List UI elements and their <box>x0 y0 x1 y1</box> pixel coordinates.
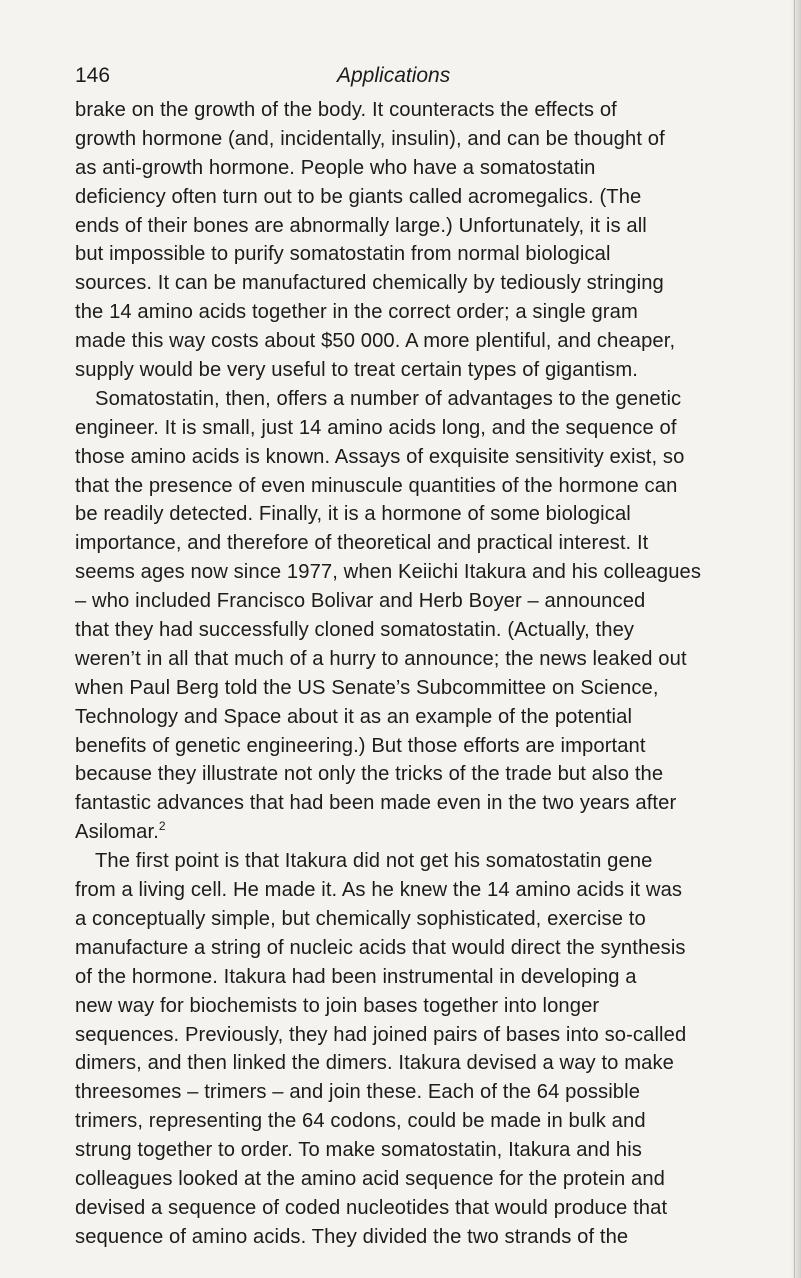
text-line: growth hormone (and, incidentally, insulin), and can be thought of <box>75 127 665 150</box>
text-line: engineer. It is small, just 14 amino acids long, and the sequence of <box>75 416 677 439</box>
footnote-ref[interactable]: 2 <box>158 819 166 834</box>
page-edge-shadow <box>791 0 801 1278</box>
text-line: that they had successfully cloned somatostatin. (Actually, they <box>75 619 635 642</box>
text-fragment: Asilomar. <box>75 821 159 844</box>
text-line: of the hormone. Itakura had been instrumental in developing a <box>75 965 637 988</box>
text-line: when Paul Berg told the US Senate’s Subcommittee on Science, <box>75 676 659 699</box>
text-line: dimers, and then linked the dimers. Itakura devised a way to make <box>75 1052 674 1075</box>
text-line: made this way costs about $50 000. A more plentiful, and cheaper, <box>75 330 676 353</box>
text-line: – who included Francisco Bolivar and Herb Boyer – announced <box>75 590 646 613</box>
text-line: ends of their bones are abnormally large.) Unfortunately, it is all <box>75 214 647 237</box>
text-line: seems ages now since 1977, when Keiichi Itakura and his colleagues <box>75 561 702 584</box>
text-line: threesomes – trimers – and join these. Each of the 64 possible <box>75 1081 641 1104</box>
paragraph-first-line: Somatostatin, then, offers a number of advantages to the genetic <box>95 387 682 410</box>
text-line: fantastic advances that had been made even in the two years after <box>75 792 677 815</box>
text-line: benefits of genetic engineering.) But those efforts are important <box>75 734 646 757</box>
paragraph-first-line: The first point is that Itakura did not get his somatostatin gene <box>95 850 653 873</box>
text-line: supply would be very useful to treat certain types of gigantism. <box>75 359 638 382</box>
text-line: brake on the growth of the body. It counteracts the effects of <box>75 99 617 121</box>
text-line: be readily detected. Finally, it is a hormone of some biological <box>75 503 631 526</box>
text-line: colleagues looked at the amino acid sequence for the protein and <box>75 1167 665 1190</box>
text-line: as anti-growth hormone. People who have a somatostatin <box>75 156 596 179</box>
text-line: weren’t in all that much of a hurry to announce; the news leaked out <box>75 647 687 670</box>
text-line: new way for biochemists to join bases together into longer <box>75 994 600 1017</box>
text-line: devised a sequence of coded nucleotides that would produce that <box>75 1196 668 1219</box>
text-line: manufacture a string of nucleic acids that would direct the synthesis <box>75 936 686 959</box>
running-head: Applications <box>337 64 451 87</box>
text-line: importance, and therefore of theoretical and practical interest. It <box>75 532 649 555</box>
text-line: sequence of amino acids. They divided the two strands of the <box>75 1225 629 1248</box>
text-line: but impossible to purify somatostatin from normal biological <box>75 243 611 266</box>
page-edge-line <box>794 0 795 1278</box>
text-line: that the presence of even minuscule quantities of the hormone can <box>75 474 678 497</box>
text-line: the 14 amino acids together in the correct order; a single gram <box>75 301 638 324</box>
text-line: Technology and Space about it as an example of the potential <box>75 705 633 728</box>
page-header <box>75 64 725 94</box>
body-text <box>75 96 735 1252</box>
text-line: deficiency often turn out to be giants called acromegalics. (The <box>75 185 642 208</box>
paragraph-last-line <box>75 818 735 847</box>
text-line: because they illustrate not only the tricks of the trade but also the <box>75 763 664 786</box>
text-line: strung together to order. To make somatostatin, Itakura and his <box>75 1139 643 1162</box>
text-line: trimers, representing the 64 codons, could be made in bulk and <box>75 1110 646 1133</box>
text-line: from a living cell. He made it. As he knew the 14 amino acids it was <box>75 879 683 902</box>
text-line: sequences. Previously, they had joined pairs of bases into so-called <box>75 1023 687 1046</box>
text-line: sources. It can be manufactured chemically by tediously stringing <box>75 272 664 295</box>
page-number: 146 <box>75 64 111 87</box>
text-line: those amino acids is known. Assays of exquisite sensitivity exist, so <box>75 445 685 468</box>
text-line: a conceptually simple, but chemically sophisticated, exercise to <box>75 907 646 930</box>
